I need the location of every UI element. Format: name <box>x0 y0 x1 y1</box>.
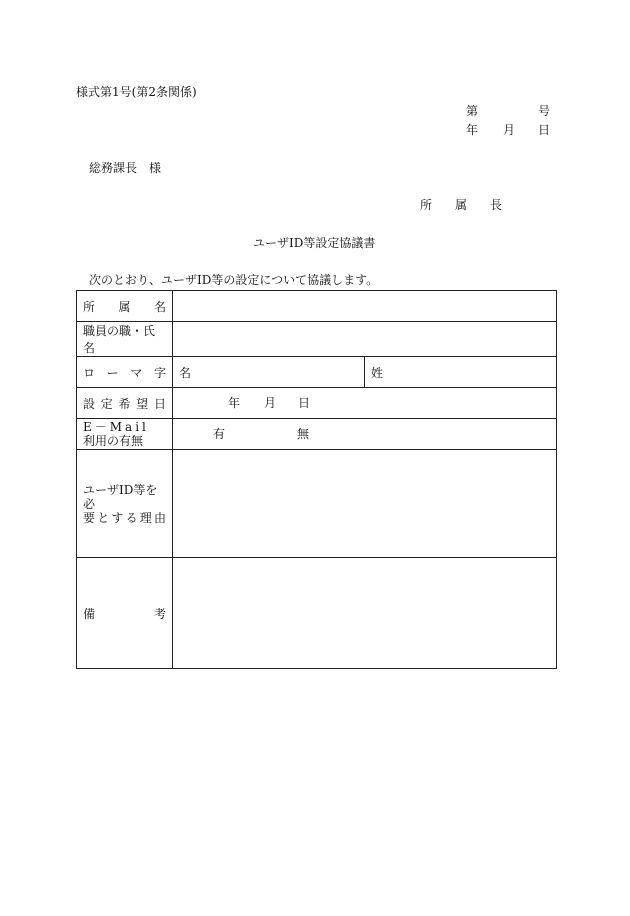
email-no-option[interactable]: 無 <box>297 427 310 441</box>
email-label <box>77 420 172 448</box>
romaji-label-cell <box>77 357 173 388</box>
intro-text: 次のとおり、ユーザID等の設定について協議します。 <box>89 273 379 287</box>
sender-char-2: 属 <box>454 198 467 212</box>
job-name-field[interactable] <box>173 322 557 357</box>
sender-char-1: 所 <box>420 198 433 212</box>
doc-number-prefix: 第 <box>466 104 479 118</box>
romaji-first-label: 名 <box>179 365 192 380</box>
email-label-line-2: 利用の有無 <box>83 434 144 448</box>
remarks-field[interactable] <box>173 558 557 669</box>
form-number: 様式第1号(第2条関係) <box>76 85 197 99</box>
row-reason <box>77 450 557 558</box>
reason-label-line-2: 要 と す る 理 由 <box>83 510 166 525</box>
romaji-last-name-field[interactable] <box>365 357 557 388</box>
document-title: ユーザID等設定協議書 <box>253 236 376 250</box>
date-year: 年 <box>466 123 479 137</box>
row-email <box>77 419 557 450</box>
affiliation-label-cell <box>77 291 173 322</box>
remarks-label-cell <box>77 558 173 669</box>
reason-label-line-1: ユーザID等を必 <box>83 482 158 511</box>
date-day: 日 <box>538 123 551 137</box>
desired-date-day: 日 <box>298 396 311 410</box>
desired-date-field[interactable] <box>173 388 557 419</box>
job-label-cell <box>77 322 173 357</box>
romaji-first-name-field[interactable] <box>173 357 365 388</box>
reason-label <box>77 483 172 525</box>
sender-title <box>420 198 502 212</box>
row-remarks <box>77 558 557 669</box>
row-romaji <box>77 357 557 388</box>
romaji-label: ロ ー マ 字 <box>83 365 166 380</box>
affiliation-label: 所 属 名 <box>83 299 166 314</box>
email-yes-option[interactable]: 有 <box>213 427 226 441</box>
desired-date-year: 年 <box>228 396 241 410</box>
reason-label-cell <box>77 450 173 558</box>
row-job <box>77 322 557 357</box>
job-label: 職員の職・氏名 <box>83 324 156 355</box>
desired-date-month: 月 <box>264 396 277 410</box>
reason-field[interactable] <box>173 450 557 558</box>
email-label-line-1: E－Mail <box>83 420 149 434</box>
desired-date-label-cell <box>77 388 173 419</box>
email-label-cell <box>77 419 173 450</box>
affiliation-field[interactable] <box>173 291 557 322</box>
remarks-label: 備 考 <box>83 606 166 621</box>
email-usage-field[interactable] <box>173 419 557 450</box>
consultation-form-table <box>76 290 557 669</box>
date-month: 月 <box>503 123 516 137</box>
row-desired-date <box>77 388 557 419</box>
addressee: 総務課長 様 <box>89 161 162 175</box>
doc-number-suffix: 号 <box>538 104 551 118</box>
romaji-last-label: 姓 <box>371 365 384 380</box>
desired-date-label: 設 定 希 望 日 <box>83 396 166 411</box>
row-affiliation <box>77 291 557 322</box>
sender-char-3: 長 <box>489 198 502 212</box>
